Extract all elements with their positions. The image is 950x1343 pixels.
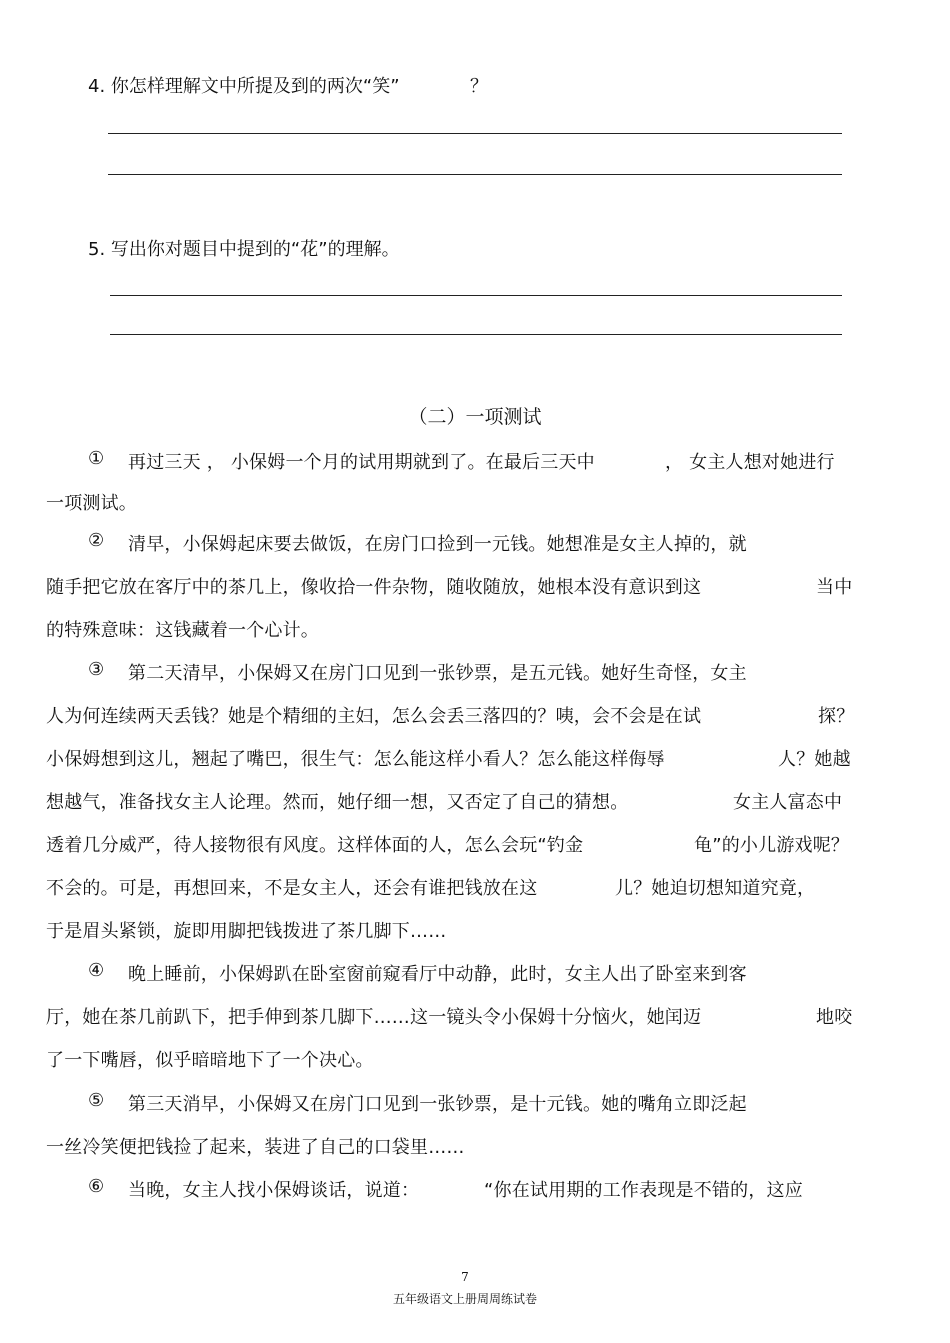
question-4-number: 4. [88, 76, 106, 97]
footer-caption: 五年级语文上册周周练试卷 [392, 1292, 537, 1306]
question-4 [88, 72, 400, 98]
answer-line[interactable] [108, 174, 842, 175]
page-number: 7 [461, 1270, 469, 1284]
text-line: 一项测试。 [46, 493, 137, 514]
text-line: 第三天消早，小保姆又在房门口见到一张钞票，是十元钱。她的嘴角立即泛起 [128, 1094, 747, 1115]
paragraph-marker: ① [88, 448, 105, 469]
text-line: 于是眉头紧锁，旋即用脚把钱拨进了茶几脚下…… [46, 921, 447, 942]
text-line: 了一下嘴唇，似乎暗暗地下了一个决心。 [46, 1050, 374, 1071]
text-line: 想越气，准备找女主人论理。然而，她仔细一想，又否定了自己的猜想。 [46, 792, 629, 813]
answer-line[interactable] [110, 295, 842, 296]
paragraph-marker: ② [88, 530, 105, 551]
text-line: 探？ [818, 706, 855, 727]
text-line: 人？她越 [778, 749, 851, 770]
question-4-mark: ？ [470, 76, 488, 97]
question-5-number: 5. [88, 239, 106, 260]
text-line: ， 女主人想对她进行 [665, 452, 835, 473]
question-5-text: 写出你对题目中提到的“花”的理解。 [110, 239, 400, 260]
text-line: 小保姆想到这儿，翘起了嘴巴，很生气：怎么能这样小看人？怎么能这样侮辱 [46, 749, 665, 770]
text-line: 当中 [816, 577, 853, 598]
paragraph-marker: ④ [88, 960, 105, 981]
text-line: 当晚，女主人找小保姆谈话，说道： [128, 1180, 420, 1201]
text-line: 再过三天 ， 小保姆一个月的试用期就到了。在最后三天中 [128, 452, 595, 473]
text-line: 第二天清早，小保姆又在房门口见到一张钞票，是五元钱。她好生奇怪，女主 [128, 663, 747, 684]
text-line: 晚上睡前，小保姆趴在卧室窗前窥看厅中动静，此时，女主人出了卧室来到客 [128, 964, 747, 985]
answer-line[interactable] [108, 133, 842, 134]
paragraph-marker: ⑥ [88, 1176, 105, 1197]
text-line: 地咬 [816, 1007, 853, 1028]
text-line: 女主人富态中 [733, 792, 843, 813]
text-line: 清早，小保姆起床要去做饭，在房门口捡到一元钱。她想准是女主人掉的，就 [128, 534, 747, 555]
text-line: 不会的。可是，再想回来，不是女主人，还会有谁把钱放在这 [46, 878, 538, 899]
section-title: （二）一项测试 [408, 406, 542, 428]
text-line: 人为何连续两天丢钱？她是个精细的主妇，怎么会丢三落四的？咦，会不会是在试 [46, 706, 702, 727]
text-line: 透着几分威严，待人接物很有风度。这样体面的人，怎么会玩“钓金 [46, 835, 584, 856]
paragraph-marker: ③ [88, 659, 105, 680]
text-line: 随手把它放在客厅中的茶几上，像收拾一件杂物，随收随放，她根本没有意识到这 [46, 577, 702, 598]
text-line: “你在试用期的工作表现是不错的，这应 [484, 1180, 803, 1201]
text-line: 的特殊意味：这钱藏着一个心计。 [46, 620, 319, 641]
text-line: 一丝冷笑便把钱捡了起来，装进了自己的口袋里…… [46, 1137, 465, 1158]
paragraph-marker: ⑤ [88, 1090, 105, 1111]
text-line: 厅，她在茶几前趴下，把手伸到茶几脚下……这一镜头令小保姆十分恼火，她闰迈 [46, 1007, 702, 1028]
answer-line[interactable] [110, 334, 842, 335]
text-line: 龟”的小儿游戏呢？ [694, 835, 850, 856]
question-5 [88, 235, 400, 261]
text-line: 儿？她迫切想知道究竟， [615, 878, 816, 899]
question-4-text: 你怎样理解文中所提及到的两次“笑” [110, 76, 400, 97]
